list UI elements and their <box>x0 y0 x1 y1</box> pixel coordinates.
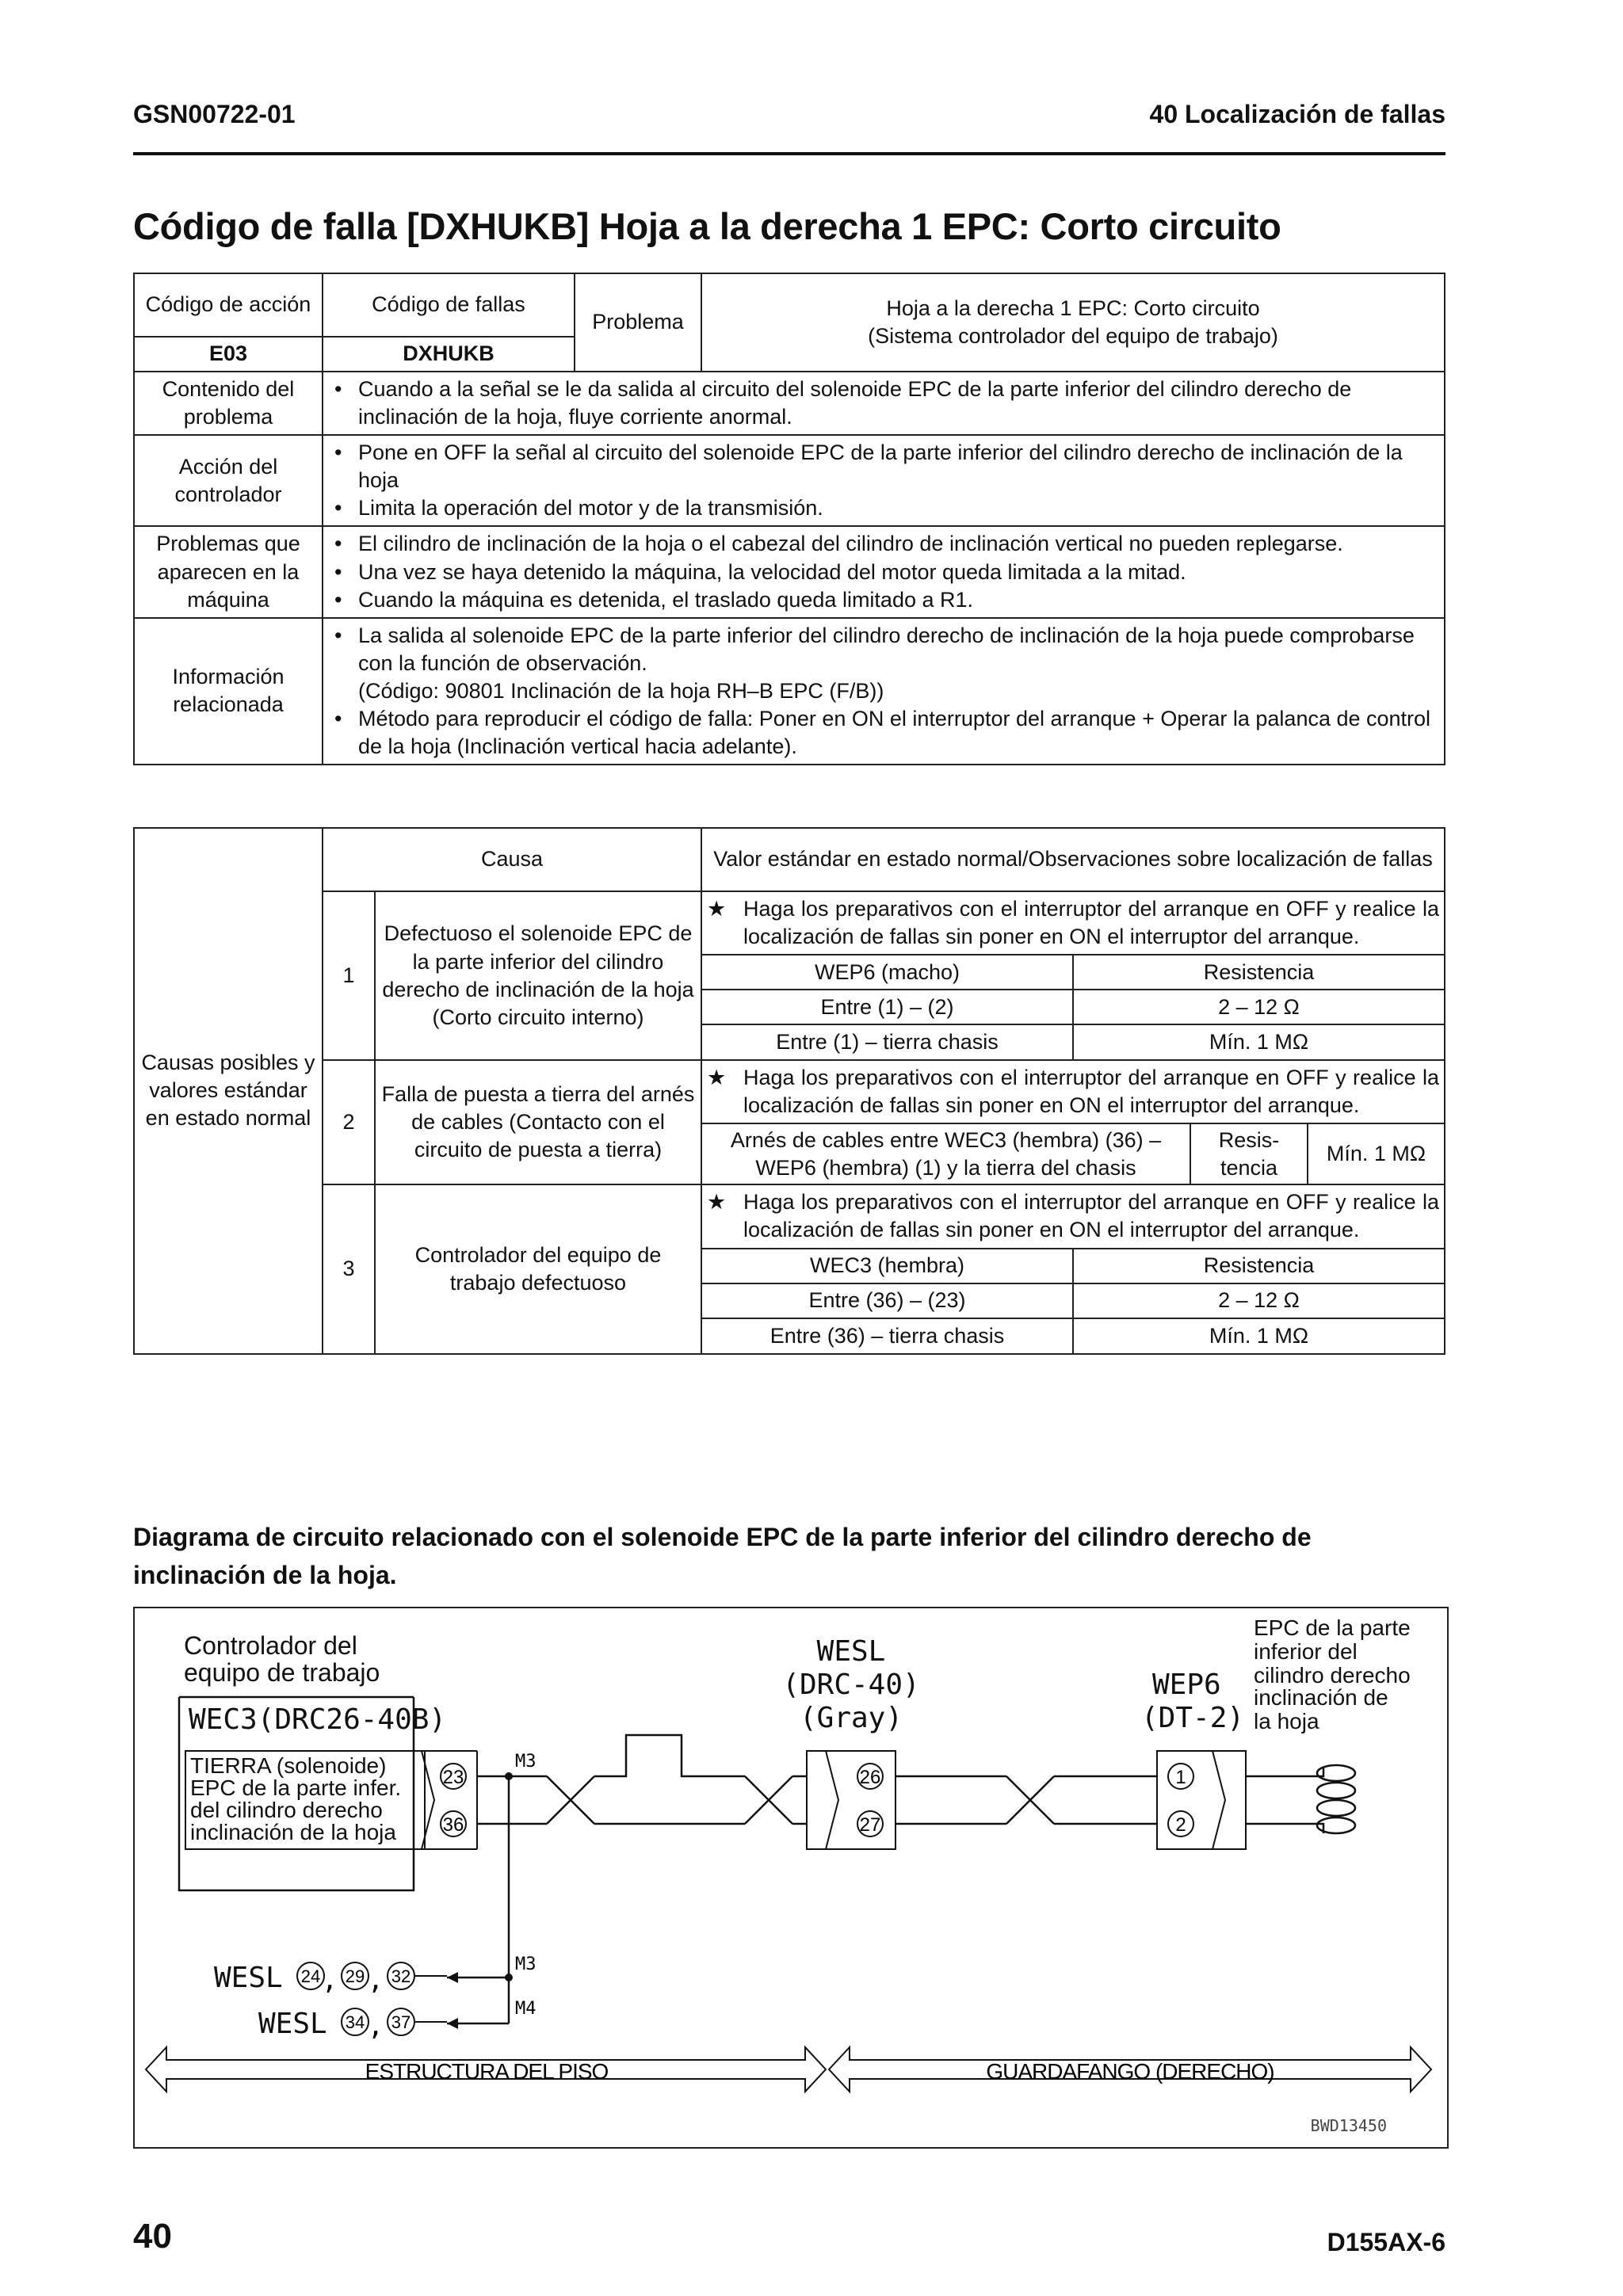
wire-label: M3 <box>515 1955 537 1974</box>
svg-text:,: , <box>321 1964 338 1996</box>
epc-label: inclinación de <box>1254 1685 1388 1710</box>
measure-header: Resistencia <box>1073 955 1444 990</box>
list-item: • Método para reproducir el código de falla: Poner en ON el interruptor del arranque + Operar la palanca de control de la hoja (Inclinación vertical hacia adelante). <box>358 705 1438 761</box>
star-icon: ★ <box>707 1190 727 1215</box>
pin-description: del cilindro derecho <box>190 1798 383 1822</box>
pin-description: TIERRA (solenoide) <box>190 1753 387 1778</box>
list-item: • Pone en OFF la señal al circuito del solenoide EPC de la parte inferior del cilindro derecho de inclinación de la hoja <box>358 439 1438 494</box>
list-item: • Una vez se haya detenido la máquina, la velocidad del motor queda limitada a la mitad. <box>358 559 1438 586</box>
cause-text: Falla de puesta a tierra del arnés de cables (Contacto con el circuito de puesta a tierra) <box>375 1060 701 1184</box>
page-title: Código de falla [DXHUKB] Hoja a la derecha 1 EPC: Corto circuito <box>133 205 1281 247</box>
area-label: GUARDAFANGO (DERECHO) <box>986 2059 1274 2084</box>
cause-text: Controlador del equipo de trabajo defectuoso <box>375 1184 701 1353</box>
measure-header: WEC3 (hembra) <box>702 1249 1073 1283</box>
row-label: Contenido del problema <box>134 372 323 435</box>
wec3-connector-label: WEC3(DRC26-40B) <box>189 1703 447 1736</box>
diagram-heading: Diagrama de circuito relacionado con el solenoide EPC de la parte inferior del cilindro derecho de inclinación de la hoja. <box>133 1523 1312 1589</box>
measure-point: Entre (36) – (23) <box>702 1283 1073 1318</box>
wep6-type: (DT-2) <box>1141 1702 1245 1734</box>
measure-value: 2 – 12 Ω <box>1073 990 1444 1024</box>
wesl-type: (DRC-40) <box>782 1669 920 1701</box>
list-item: • El cilindro de inclinación de la hoja o el cabezal del cilindro de inclinación vertical no pueden replegarse. <box>358 530 1438 558</box>
fault-code-label: Código de fallas <box>323 273 575 337</box>
measure-point: Entre (1) – (2) <box>702 990 1073 1024</box>
wire-label: M4 <box>515 1999 537 2019</box>
list-item-text: La salida al solenoide EPC de la parte inferior del cilindro derecho de inclinación de la hoja puede comprobarse con la función de observación. <box>358 623 1415 675</box>
action-code: E03 <box>134 337 323 372</box>
problem-cell <box>701 273 1445 372</box>
problem-line2: (Sistema controlador del equipo de trabajo) <box>868 324 1278 348</box>
row-label: Problemas que aparecen en la máquina <box>134 526 323 617</box>
epc-label: inferior del <box>1254 1639 1358 1664</box>
row-label: Acción del controlador <box>134 435 323 526</box>
measure-point: Entre (1) – tierra chasis <box>702 1024 1073 1059</box>
wesl-connector <box>807 1751 896 1849</box>
measure-header: WEP6 (macho) <box>702 955 1073 990</box>
measure-value: 2 – 12 Ω <box>1073 1283 1444 1318</box>
controller-label: equipo de trabajo <box>184 1658 380 1687</box>
cause-text: Defectuoso el solenoide EPC de la parte inferior del cilindro derecho de inclinación de la hoja (Corto circuito interno) <box>375 891 701 1060</box>
list-item: • Cuando la máquina es detenida, el traslado queda limitado a R1. <box>358 586 1438 614</box>
circuit-diagram <box>133 1607 1449 2149</box>
wesl-color: (Gray) <box>799 1702 903 1734</box>
pin-description: EPC de la parte infer. <box>190 1775 402 1800</box>
star-icon: ★ <box>707 897 727 921</box>
svg-text:,: , <box>367 2010 384 2042</box>
measure-value: Mín. 1 MΩ <box>1308 1123 1444 1184</box>
cause-header: Causa <box>323 828 701 891</box>
value-header: Valor estándar en estado normal/Observaciones sobre localización de fallas <box>701 828 1445 891</box>
wesl-label: WESL <box>816 1635 886 1668</box>
wep6-connector <box>1157 1751 1246 1849</box>
fault-info-table <box>133 273 1445 765</box>
epc-label: EPC de la parte <box>1254 1615 1411 1640</box>
measure-value: Mín. 1 MΩ <box>1073 1318 1444 1353</box>
wep6-label: WEP6 <box>1152 1669 1221 1701</box>
pin-number: 32 <box>391 1966 411 1986</box>
cause-table <box>133 827 1445 1355</box>
measure-value: Mín. 1 MΩ <box>1073 1024 1444 1059</box>
epc-label: la hoja <box>1254 1709 1319 1733</box>
page-number: 40 <box>133 2217 172 2256</box>
measure-point: Entre (36) – tierra chasis <box>702 1318 1073 1353</box>
star-icon: ★ <box>707 1066 727 1090</box>
pin-number: 24 <box>300 1966 321 1986</box>
circuit-diagram-svg <box>135 1608 1447 2147</box>
code-note: (Código: 90801 Inclinación de la hoja RH–B EPC (F/B)) <box>358 678 884 703</box>
figure-id: BWD13450 <box>1310 2116 1387 2135</box>
list-item: • Cuando a la señal se le da salida al circuito del solenoide EPC de la parte inferior del cilindro derecho de inclinación de la hoja, fluye corriente anormal. <box>358 376 1438 431</box>
resistance-label: Resis- tencia <box>1190 1123 1308 1184</box>
pin-number: 29 <box>345 1966 365 1986</box>
epc-label: cilindro derecho <box>1254 1663 1411 1688</box>
solenoid-coil-icon <box>1246 1748 1355 1851</box>
prep-text: Haga los preparativos con el interruptor del arranque en OFF y realice la localización de fallas sin poner en ON el interruptor del arranque. <box>743 1190 1439 1242</box>
fault-code: DXHUKB <box>323 337 575 372</box>
row-label: Información relacionada <box>134 618 323 765</box>
pin-number: 23 <box>442 1767 464 1788</box>
doc-code: GSN00722-01 <box>133 100 296 128</box>
list-item: • Limita la operación del motor y de la transmisión. <box>358 494 1438 522</box>
cause-number: 1 <box>323 891 375 1060</box>
pin-number: 34 <box>345 2012 365 2032</box>
svg-text:,: , <box>367 1964 384 1996</box>
problem-line1: Hoja a la derecha 1 EPC: Corto circuito <box>886 296 1260 320</box>
action-code-label: Código de acción <box>134 273 323 337</box>
wire-label: M3 <box>515 1752 537 1772</box>
pin-number: 26 <box>859 1767 881 1788</box>
pin-number: 37 <box>391 2012 411 2032</box>
cause-number: 3 <box>323 1184 375 1353</box>
cause-left-label: Causas posibles y valores estándar en estado normal <box>134 828 323 1354</box>
pin-number: 1 <box>1175 1767 1186 1788</box>
section-title: 40 Localización de fallas <box>1149 100 1445 128</box>
list-item <box>358 622 1438 705</box>
header-rule <box>133 152 1445 155</box>
prep-text: Haga los preparativos con el interruptor del arranque en OFF y realice la localización de fallas sin poner en ON el interruptor del arranque. <box>743 1066 1439 1118</box>
problem-label: Problema <box>575 273 701 372</box>
harness-desc: Arnés de cables entre WEC3 (hembra) (36) – WEP6 (hembra) (1) y la tierra del chasis <box>702 1123 1190 1184</box>
prep-text: Haga los preparativos con el interruptor del arranque en OFF y realice la localización de fallas sin poner en ON el interruptor del arranque. <box>743 897 1439 949</box>
measure-header: Resistencia <box>1073 1249 1444 1283</box>
cause-number: 2 <box>323 1060 375 1184</box>
area-label: ESTRUCTURA DEL PISO <box>365 2059 609 2084</box>
pin-number: 36 <box>442 1814 464 1836</box>
model-code: D155AX-6 <box>1327 2228 1445 2256</box>
pin-number: 2 <box>1175 1814 1186 1836</box>
pin-number: 27 <box>859 1814 881 1836</box>
wesl-ground-label: WESL <box>214 1962 283 1994</box>
wesl-ground-label: WESL <box>258 2008 327 2040</box>
controller-label: Controlador del <box>184 1631 357 1660</box>
pin-description: inclinación de la hoja <box>190 1820 396 1844</box>
